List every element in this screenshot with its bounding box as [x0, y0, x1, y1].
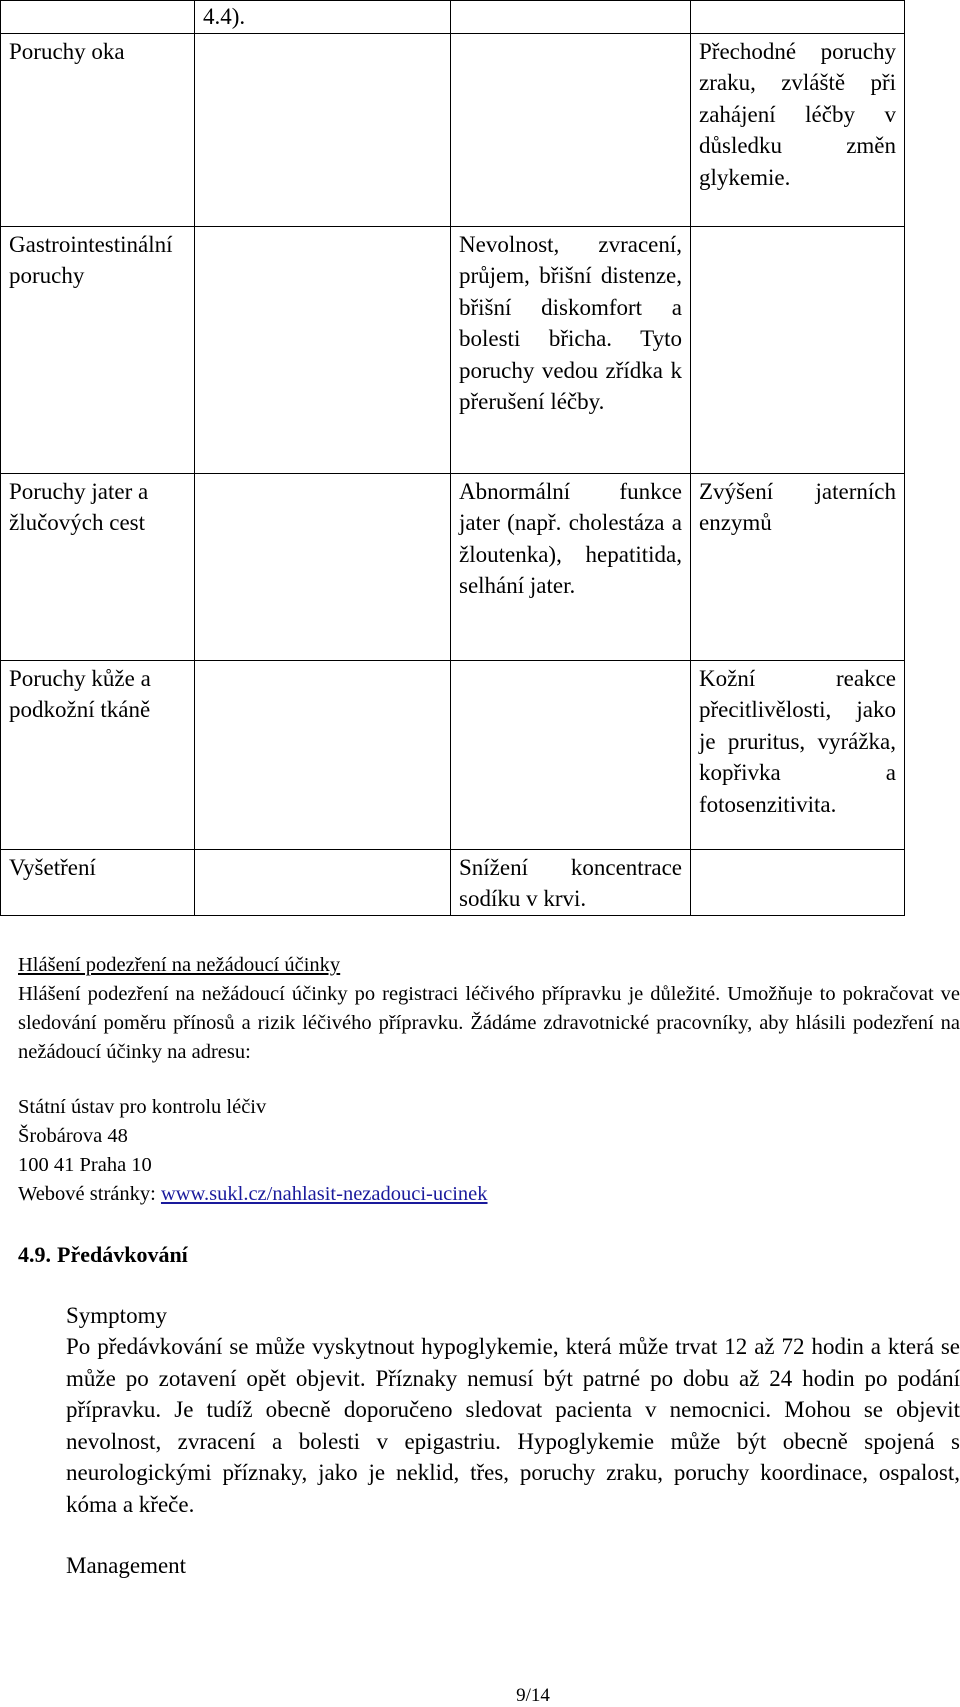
page-number: 9/14: [516, 1685, 550, 1706]
table-cell: [451, 660, 691, 849]
website-label: Webové stránky:: [18, 1183, 161, 1205]
address-city: 100 41 Praha 10: [18, 1154, 152, 1176]
reporting-heading: Hlášení podezření na nežádoucí účinky: [18, 954, 341, 976]
address-website: [18, 1180, 960, 1209]
table-cell-organ: Poruchy oka: [1, 33, 195, 226]
section-heading: [18, 1240, 188, 1270]
table-cell: [451, 33, 691, 226]
table-cell-organ: Vyšetření: [1, 849, 195, 915]
table-cell: Snížení koncentrace sodíku v krvi.: [451, 849, 691, 915]
website-link[interactable]: www.sukl.cz/nahlasit-nezadouci-ucinek: [160, 1183, 488, 1205]
symptoms-heading: Symptomy: [66, 1303, 167, 1328]
table-cell: Přechodné poruchy zraku, zvláště při zahájení léčby v důsledku změn glykemie.: [691, 33, 905, 226]
table-cell: [195, 849, 451, 915]
table-cell: Zvýšení jaterních enzymů: [691, 473, 905, 660]
reporting-paragraph: Hlášení podezření na nežádoucí účinky po registraci léčivého přípravku je důležité. Umožňuje to pokračovat ve sledování poměru přínosů a rizik léčivého přípravku. Žádáme zdravotnické pracovníky, aby hlásili podezření na nežádoucí účinky na adresu:: [18, 983, 960, 1063]
table-cell-organ: Gastrointestinální poruchy: [1, 226, 195, 473]
table-row: [1, 33, 905, 226]
table-cell: Kožní reakce přecitlivělosti, jako je pruritus, vyrážka, kopřivka a fotosenzitivita.: [691, 660, 905, 849]
symptoms-paragraph: Po předávkování se může vyskytnout hypoglykemie, která může trvat 12 až 72 hodin a která se může po zotavení opět objevit. Příznaky nemusí být patrné po dobu až 24 hodin po podání přípravku. Je tudíž obecně doporučeno sledovat pacienta v nemocnici. Mohou se objevit nevolnost, zvracení a bolesti v epigastriu. Hypoglykemie může být obecně spojená s neurologickými příznaky, jako je neklid, třes, poruchy zraku, poruchy koordinace, ospalost, kóma a křeče.: [66, 1334, 960, 1517]
address-street: Šrobárova 48: [18, 1125, 128, 1147]
table-row: [1, 226, 905, 473]
management-heading: Management: [66, 1553, 187, 1578]
table-cell: [195, 226, 451, 473]
address-institution: Státní ústav pro kontrolu léčiv: [18, 1096, 267, 1118]
table-cell: Abnormální funkce jater (např. cholestáza a žloutenka), hepatitida, selhání jater.: [451, 473, 691, 660]
table-cell: [691, 849, 905, 915]
table-cell: 4.4).: [195, 1, 451, 34]
reporting-address: [18, 1093, 960, 1209]
section-title: Předávkování: [57, 1242, 188, 1267]
table-cell: [691, 226, 905, 473]
table-row: [1, 473, 905, 660]
table-cell: [195, 660, 451, 849]
table-cell-organ: Poruchy kůže a podkožní tkáně: [1, 660, 195, 849]
table-cell: [195, 33, 451, 226]
section-number: 4.9.: [18, 1242, 51, 1267]
table-cell: [691, 1, 905, 34]
table-row: [1, 1, 905, 34]
table-row: [1, 660, 905, 849]
table-cell-organ: Poruchy jater a žlučových cest: [1, 473, 195, 660]
table-cell-organ: [1, 1, 195, 34]
table-row: [1, 849, 905, 915]
table-cell: [195, 473, 451, 660]
table-cell: [451, 1, 691, 34]
table-cell: Nevolnost, zvracení, průjem, břišní distenze, břišní diskomfort a bolesti břicha. Tyto poruchy vedou zřídka k přerušení léčby.: [451, 226, 691, 473]
